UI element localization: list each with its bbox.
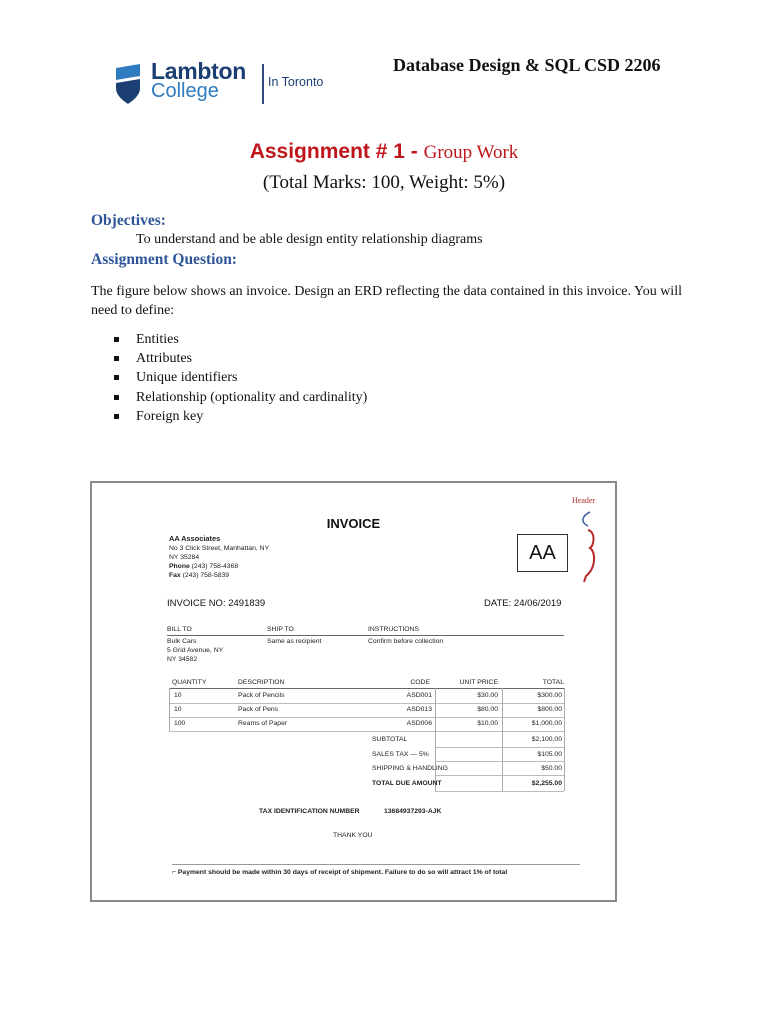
lambton-logo: [114, 58, 334, 108]
logo-sub-text: College: [151, 80, 219, 102]
assignment-marks: (Total Marks: 100, Weight: 5%): [262, 172, 506, 193]
col-unit-price: UNIT PRICE: [459, 679, 498, 686]
item-code: ASD013: [406, 706, 432, 713]
item-unit-price: $30.00: [477, 692, 498, 699]
item-total: $1,000.00: [531, 720, 562, 727]
bill-to-label: BILL TO: [167, 626, 192, 633]
col-code: CODE: [410, 679, 430, 686]
requirements-list: [114, 330, 367, 426]
divider: [167, 635, 564, 636]
list-item: Entities: [114, 330, 367, 349]
invoice-number: INVOICE NO: 2491839: [167, 598, 266, 609]
company-name: AA Associates: [169, 534, 221, 543]
company-street: No 3 Click Street, Manhattan, NY: [169, 545, 270, 552]
summary-label: SALES TAX — 5%: [372, 751, 429, 758]
item-description: Reams of Paper: [238, 720, 288, 727]
item-description: Pack of Pencils: [238, 692, 285, 699]
col-total: TOTAL: [542, 679, 564, 686]
assignment-title: [0, 140, 768, 164]
tax-id-value: 13684937293-AJK: [384, 808, 442, 815]
bullet-square-icon: [114, 337, 119, 342]
total-due-label: TOTAL DUE AMOUNT: [372, 780, 442, 787]
bill-to-line: Bulk Cars: [167, 638, 197, 645]
tax-id-label: TAX IDENTIFICATION NUMBER: [259, 808, 360, 815]
payment-note: ⌐ Payment should be made within 30 days of receipt of shipment. Failure to do so will attract 1% of total: [172, 869, 508, 876]
item-description: Pack of Pens: [238, 706, 279, 713]
thank-you-text: THANK YOU: [333, 832, 373, 839]
summary-label: SUBTOTAL: [372, 736, 408, 743]
company-fax: Fax (243) 758-5839: [169, 572, 230, 579]
curly-brace-icon: [582, 510, 604, 584]
logo-divider: [262, 64, 264, 104]
header-annotation: Header: [572, 496, 596, 505]
item-unit-price: $10.00: [477, 720, 498, 727]
company-phone: Phone (243) 758-4368: [169, 563, 239, 570]
summary-value: $50.00: [541, 765, 562, 772]
invoice-date: DATE: 24/06/2019: [484, 598, 562, 609]
ship-to-value: Same as recipient: [267, 638, 322, 645]
arrow-icon: ⌐: [172, 869, 176, 876]
divider: [169, 688, 564, 689]
item-unit-price: $80.00: [477, 706, 498, 713]
logo-main-text: Lambton: [151, 58, 246, 84]
assignment-title-sub: Group Work: [423, 142, 519, 163]
question-heading: Assignment Question:: [91, 251, 237, 268]
lambton-shield-icon: [114, 64, 142, 104]
instructions-label: INSTRUCTIONS: [368, 626, 419, 633]
company-logo: AA: [517, 534, 568, 572]
company-zip: NY 35284: [169, 554, 200, 561]
col-quantity: QUANTITY: [172, 679, 207, 686]
bill-to-line: 5 Grid Avenue, NY: [167, 647, 224, 654]
list-item: Attributes: [114, 349, 367, 368]
list-item: Foreign key: [114, 407, 367, 426]
ship-to-label: SHIP TO: [267, 626, 294, 633]
summary-value: $2,100.00: [531, 736, 562, 743]
item-quantity: 10: [174, 706, 182, 713]
item-total: $800.00: [537, 706, 562, 713]
objectives-text: To understand and be able design entity relationship diagrams: [136, 232, 483, 247]
course-title: Database Design & SQL CSD 2206: [393, 55, 661, 75]
item-code: ASD001: [406, 692, 432, 699]
summary-value: $105.00: [537, 751, 562, 758]
list-item: Unique identifiers: [114, 368, 367, 387]
bullet-square-icon: [114, 395, 119, 400]
instructions-value: Confirm before collection: [368, 638, 444, 645]
invoice-figure: [90, 481, 617, 902]
list-item: Relationship (optionality and cardinality): [114, 388, 367, 407]
bill-to-line: NY 34582: [167, 656, 198, 663]
bullet-square-icon: [114, 356, 119, 361]
bullet-square-icon: [114, 375, 119, 380]
col-description: DESCRIPTION: [238, 679, 285, 686]
logo-campus-text: In Toronto: [268, 75, 324, 89]
summary-label: SHIPPING & HANDLING: [372, 765, 448, 772]
question-text: The figure below shows an invoice. Design an ERD reflecting the data contained in this invoice. You will need to define:: [91, 284, 682, 318]
invoice: [92, 483, 615, 900]
item-quantity: 10: [174, 692, 182, 699]
assignment-title-main: Assignment # 1 -: [249, 140, 424, 163]
item-total: $300.00: [537, 692, 562, 699]
invoice-title: INVOICE: [326, 516, 381, 531]
item-quantity: 100: [174, 720, 186, 727]
objectives-heading: Objectives:: [91, 212, 166, 229]
item-code: ASD006: [406, 720, 432, 727]
bullet-square-icon: [114, 414, 119, 419]
total-due-value: $2,255.00: [531, 780, 562, 787]
